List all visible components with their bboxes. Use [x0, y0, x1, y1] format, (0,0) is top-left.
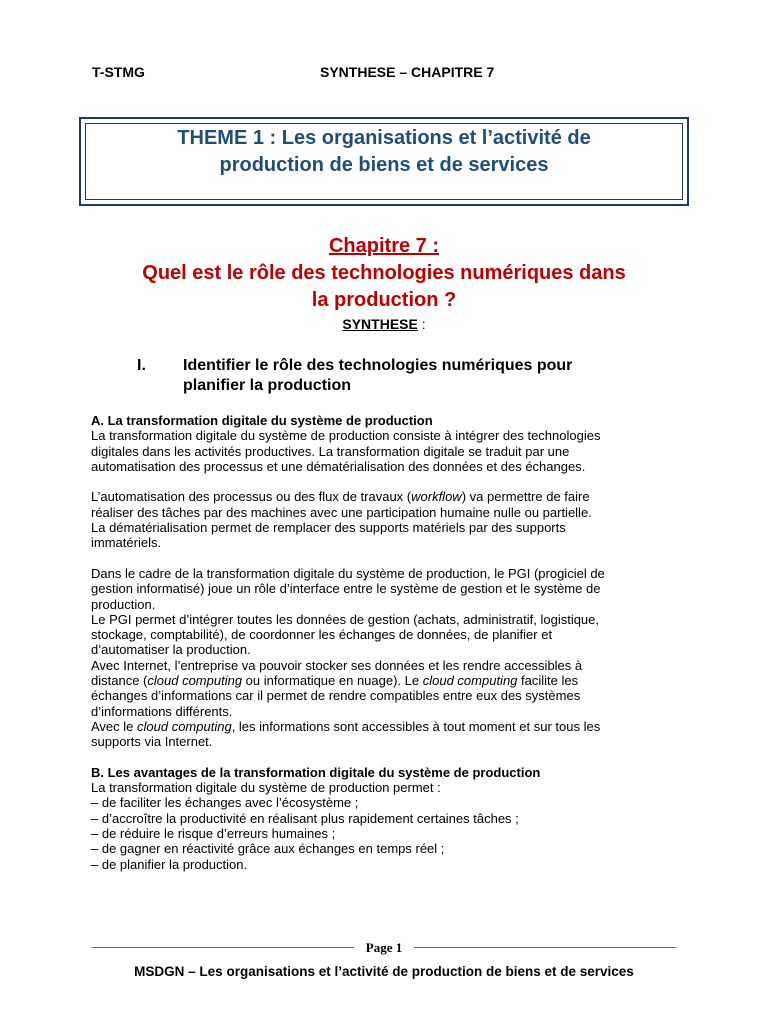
paragraph-line: immatériels.	[91, 535, 162, 551]
section-title-line-2: planifier la production	[183, 377, 352, 394]
section-numeral: I.	[137, 357, 146, 374]
theme-title-line-2: production de biens et de services	[219, 154, 549, 176]
list-item: – de planifier la production.	[91, 856, 248, 872]
paragraph-line: La dématérialisation permet de remplacer des supports matériels par des supports	[91, 520, 566, 536]
list-item: – de réduire le risque d’erreurs humaines ;	[91, 826, 336, 842]
footer-text: MSDGN – Les organisations et l’activité de production de biens et de services	[134, 964, 634, 979]
part-a-heading: A. La transformation digitale du système de production	[91, 413, 433, 428]
chapter-question-line-2: la production ?	[311, 289, 457, 311]
paragraph-line: La transformation digitale du système de production consiste à intégrer des technologies	[91, 428, 601, 444]
theme-title	[81, 125, 687, 179]
list-item: – d’accroître la productivité en réalisant plus rapidement certaines tâches ;	[91, 810, 519, 826]
section-title-line-1: Identifier le rôle des technologies numériques pour	[183, 357, 573, 374]
paragraph-line: échanges d’informations car il permet de rendre compatibles entre eux des systèmes	[91, 688, 581, 704]
paragraph-line: d’informations différents.	[91, 703, 233, 719]
chapter-question-line-1: Quel est le rôle des technologies numériques dans	[142, 262, 626, 284]
list-item: – de faciliter les échanges avec l’écosystème ;	[91, 795, 359, 811]
theme-title-line-1: THEME 1 : Les organisations et l’activité de	[177, 127, 591, 149]
header-class-label: T-STMG	[92, 64, 145, 80]
paragraph-line: Le PGI permet d’intégrer toutes les données de gestion (achats, administratif, logistique,	[91, 611, 600, 627]
list-item: – de gagner en réactivité grâce aux échanges en temps réel ;	[91, 841, 445, 857]
page-number: Page 1	[365, 940, 403, 955]
paragraph-line: gestion informatisé) joue un rôle d’interface entre le système de gestion et le système de	[91, 581, 601, 597]
body-text	[91, 413, 671, 872]
paragraph-line: production.	[91, 596, 156, 612]
paragraph-line: Dans le cadre de la transformation digitale du système de production, le PGI (progiciel de	[91, 565, 605, 581]
section-title	[183, 356, 653, 396]
chapter-title	[92, 233, 676, 314]
paragraph-line: d’automatiser la production.	[91, 642, 251, 658]
paragraph-line: Avec Internet, l’entreprise va pouvoir stocker ses données et les rendre accessibles à	[91, 657, 583, 673]
header-document-title: SYNTHESE – CHAPITRE 7	[320, 64, 495, 80]
paragraph-line: digitales dans les activités productives. La transformation digitale se traduit par une	[91, 443, 570, 459]
synthese-label-text: SYNTHESE	[342, 316, 418, 332]
paragraph-line: distance (cloud computing ou informatique en nuage). Le cloud computing facilite les	[91, 673, 579, 689]
part-b-heading: B. Les avantages de la transformation digitale du système de production	[91, 764, 541, 780]
chapter-number: Chapitre 7 :	[328, 235, 440, 257]
paragraph-line: automatisation des processus et une dématérialisation des données et des échanges.	[91, 458, 586, 474]
paragraph-line: réaliser des tâches par des machines avec une participation humaine nulle ou partielle.	[91, 504, 592, 520]
paragraph-line: supports via Internet.	[91, 734, 213, 750]
footer-divider-right	[414, 947, 676, 948]
synthese-label	[0, 316, 768, 332]
synthese-label-colon: :	[417, 316, 426, 332]
paragraph-line: stockage, comptabilité), de coordonner les échanges de données, de planifier et	[91, 627, 553, 643]
theme-box	[79, 117, 689, 206]
paragraph-line: Avec le cloud computing, les informations sont accessibles à tout moment et sur tous les	[91, 718, 601, 734]
part-b-intro: La transformation digitale du système de production permet :	[91, 780, 441, 796]
footer-divider-left	[92, 947, 354, 948]
paragraph-line: L’automatisation des processus ou des flux de travaux (workflow) va permettre de faire	[91, 489, 590, 505]
